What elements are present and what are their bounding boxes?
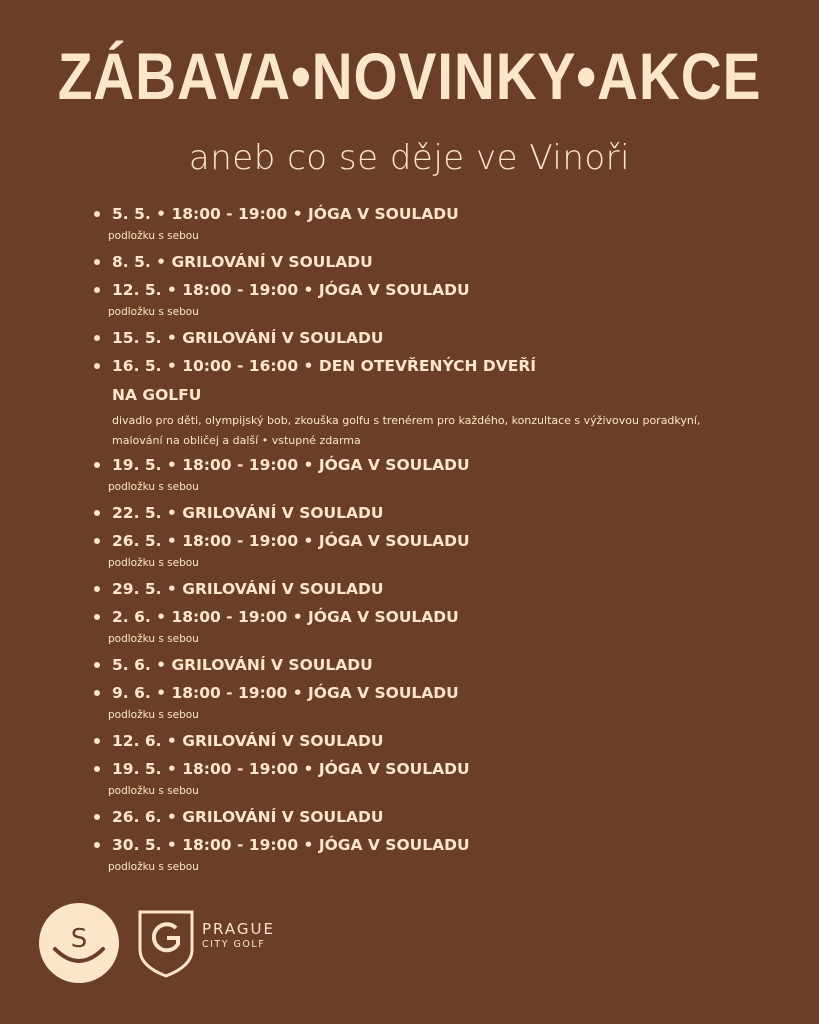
event-item: [92, 324, 732, 352]
event-item: [92, 499, 732, 527]
event-item: [92, 603, 732, 646]
event-item: [92, 727, 732, 755]
page-subtitle: aneb co se děje ve Vinoři: [188, 138, 631, 178]
event-title: 29. 5. • GRILOVÁNÍ V SOULADU: [92, 575, 732, 603]
event-note: podložku s sebou: [108, 861, 199, 873]
event-title-continued: NA GOLFU: [112, 386, 202, 404]
event-item: [92, 527, 732, 570]
event-title: 12. 6. • GRILOVÁNÍ V SOULADU: [92, 727, 732, 755]
event-note: podložku s sebou: [108, 633, 199, 645]
event-item: [92, 352, 732, 451]
event-title: 19. 5. • 18:00 - 19:00 • JÓGA V SOULADU: [92, 451, 732, 479]
event-item: [92, 200, 732, 243]
soulad-logo-letter: S: [70, 924, 88, 954]
event-title: 5. 6. • GRILOVÁNÍ V SOULADU: [92, 651, 732, 679]
event-note: podložku s sebou: [108, 785, 199, 797]
logo-text-prague: PRAGUE: [202, 920, 275, 938]
event-item: [92, 831, 732, 874]
event-title: 26. 6. • GRILOVÁNÍ V SOULADU: [92, 803, 732, 831]
event-title: 16. 5. • 10:00 - 16:00 • DEN OTEVŘENÝCH DVEŘÍ: [92, 352, 732, 380]
prague-city-golf-logo: [136, 906, 286, 978]
event-note: podložku s sebou: [108, 481, 199, 493]
event-title: 8. 5. • GRILOVÁNÍ V SOULADU: [92, 248, 732, 276]
logo-text-city-golf: CITY GOLF: [202, 939, 266, 950]
event-note: podložku s sebou: [108, 230, 199, 242]
event-note: podložku s sebou: [108, 557, 199, 569]
soulad-logo: [39, 903, 119, 983]
event-item: [92, 679, 732, 722]
event-list: [92, 200, 732, 879]
event-note: divadlo pro děti, olympijský bob, zkouška golfu s trenérem pro každého, konzultace s výživovou poradkyní, malování na obličej a další • vstupné zdarma: [112, 414, 701, 447]
event-title: 22. 5. • GRILOVÁNÍ V SOULADU: [92, 499, 732, 527]
event-title: 19. 5. • 18:00 - 19:00 • JÓGA V SOULADU: [92, 755, 732, 783]
event-title: 26. 5. • 18:00 - 19:00 • JÓGA V SOULADU: [92, 527, 732, 555]
event-item: [92, 803, 732, 831]
event-title: 30. 5. • 18:00 - 19:00 • JÓGA V SOULADU: [92, 831, 732, 859]
event-title: 12. 5. • 18:00 - 19:00 • JÓGA V SOULADU: [92, 276, 732, 304]
event-item: [92, 651, 732, 679]
event-title: 5. 5. • 18:00 - 19:00 • JÓGA V SOULADU: [92, 200, 732, 228]
event-note: podložku s sebou: [108, 709, 199, 721]
event-title: 9. 6. • 18:00 - 19:00 • JÓGA V SOULADU: [92, 679, 732, 707]
golf-shield-icon: [136, 906, 196, 978]
event-item: [92, 276, 732, 319]
event-title: 15. 5. • GRILOVÁNÍ V SOULADU: [92, 324, 732, 352]
event-item: [92, 451, 732, 494]
event-title: 2. 6. • 18:00 - 19:00 • JÓGA V SOULADU: [92, 603, 732, 631]
event-item: [92, 755, 732, 798]
event-item: [92, 248, 732, 276]
event-note: podložku s sebou: [108, 306, 199, 318]
event-item: [92, 575, 732, 603]
page-title: ZÁBAVA•NOVINKY•AKCE: [57, 39, 762, 113]
